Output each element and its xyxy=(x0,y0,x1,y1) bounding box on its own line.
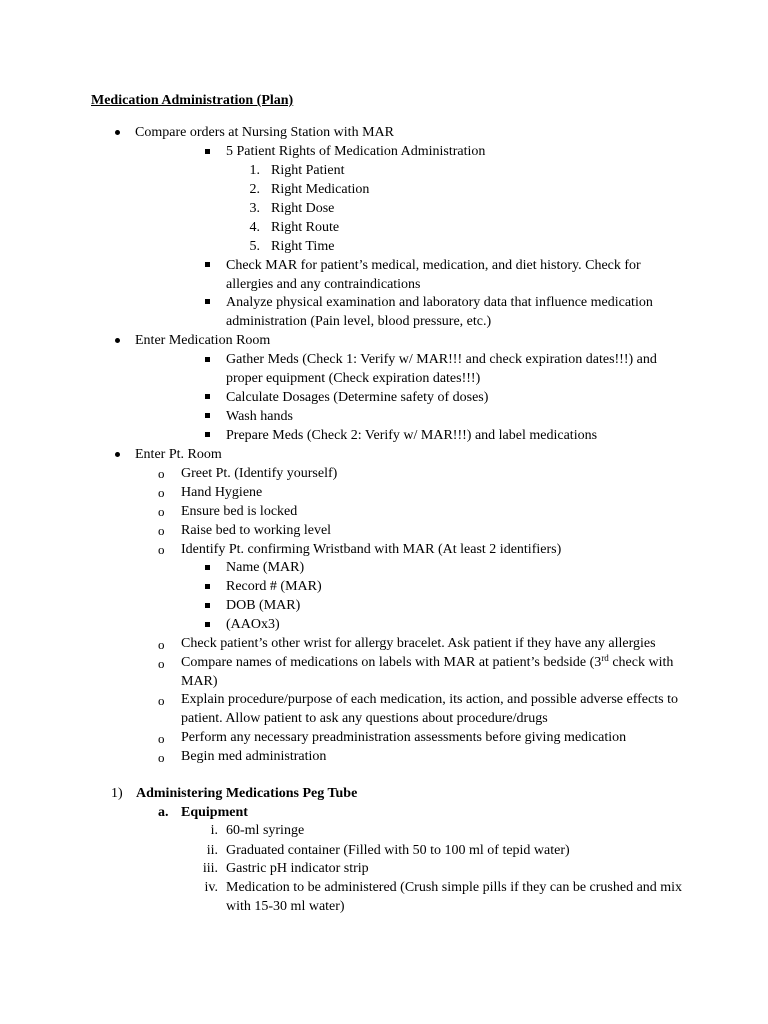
square-bullet-icon xyxy=(205,622,210,627)
list-item: Check MAR for patient’s medical, medication, and diet history. Check for xyxy=(226,258,641,273)
square-bullet-icon xyxy=(205,262,210,267)
circle-bullet-icon: o xyxy=(158,466,165,481)
list-item: Perform any necessary preadministration assessments before giving medication xyxy=(181,730,627,745)
list-item: Identify Pt. confirming Wristband with MAR (At least 2 identifiers) xyxy=(181,542,562,557)
ordinal-superscript: rd xyxy=(601,653,609,663)
roman-numeral: iv. xyxy=(204,880,218,895)
list-item: Right Dose xyxy=(271,201,335,216)
list-item: Raise bed to working level xyxy=(181,523,332,538)
circle-bullet-icon: o xyxy=(158,656,165,671)
list-item: Wash hands xyxy=(226,409,293,424)
list-item: Hand Hygiene xyxy=(181,485,263,500)
list-item-continuation: patient. Allow patient to ask any questions about procedure/drugs xyxy=(181,711,548,726)
square-bullet-icon xyxy=(205,413,210,418)
circle-bullet-icon: o xyxy=(158,523,165,538)
list-item: Right Route xyxy=(271,220,340,235)
square-bullet-icon xyxy=(205,432,210,437)
circle-bullet-icon: o xyxy=(158,485,165,500)
document-title: Medication Administration (Plan) xyxy=(91,93,294,108)
list-item-continuation: MAR) xyxy=(181,674,218,689)
list-item: Explain procedure/purpose of each medication, its action, and possible adverse effects to xyxy=(181,692,678,707)
square-bullet-icon xyxy=(205,299,210,304)
section-number: 1) xyxy=(111,786,123,801)
list-item: Greet Pt. (Identify yourself) xyxy=(181,466,338,481)
list-item: Right Medication xyxy=(271,182,370,197)
compare-text-end: check with xyxy=(608,655,674,670)
circle-bullet-icon: o xyxy=(158,504,165,519)
list-item: Check patient’s other wrist for allergy bracelet. Ask patient if they have any allergies xyxy=(181,636,656,651)
list-item: Begin med administration xyxy=(181,749,327,764)
list-item-continuation: proper equipment (Check expiration dates!!!) xyxy=(226,371,481,386)
square-bullet-icon xyxy=(205,565,210,570)
subsection-letter: a. xyxy=(158,805,169,820)
list-item: Gather Meds (Check 1: Verify w/ MAR!!! and check expiration dates!!!) and xyxy=(226,352,657,367)
list-item: Enter Pt. Room xyxy=(135,447,222,462)
list-item: Compare orders at Nursing Station with MAR xyxy=(135,125,394,140)
list-number: 4. xyxy=(249,220,260,235)
list-item: (AAOx3) xyxy=(226,617,280,632)
circle-bullet-icon: o xyxy=(158,542,165,557)
compare-text: Compare names of medications on labels with MAR at patient’s bedside (3 xyxy=(181,655,602,670)
list-number: 5. xyxy=(249,239,260,254)
list-item: Record # (MAR) xyxy=(226,579,322,594)
list-item: Name (MAR) xyxy=(226,560,305,575)
circle-bullet-icon: o xyxy=(158,637,165,652)
list-item: Ensure bed is locked xyxy=(181,504,298,519)
list-item xyxy=(181,654,673,672)
subsection-heading: Equipment xyxy=(181,805,248,820)
list-item: Calculate Dosages (Determine safety of doses) xyxy=(226,390,489,405)
square-bullet-icon xyxy=(205,357,210,362)
bullet-icon xyxy=(115,338,120,343)
list-item: DOB (MAR) xyxy=(226,598,301,613)
list-item: Right Patient xyxy=(271,163,345,178)
circle-bullet-icon: o xyxy=(158,750,165,765)
list-item: Right Time xyxy=(271,239,335,254)
bullet-icon xyxy=(115,130,120,135)
list-item-continuation: administration (Pain level, blood pressure, etc.) xyxy=(226,314,492,329)
square-bullet-icon xyxy=(205,394,210,399)
list-item: Analyze physical examination and laboratory data that influence medication xyxy=(226,295,653,310)
circle-bullet-icon: o xyxy=(158,731,165,746)
list-item-continuation: allergies and any contraindications xyxy=(226,277,421,292)
list-item: 5 Patient Rights of Medication Administration xyxy=(226,144,486,159)
list-item-continuation: with 15-30 ml water) xyxy=(226,899,345,914)
list-number: 2. xyxy=(249,182,260,197)
bullet-icon xyxy=(115,452,120,457)
list-item: Medication to be administered (Crush simple pills if they can be crushed and mix xyxy=(226,880,683,895)
list-item: Graduated container (Filled with 50 to 100 ml of tepid water) xyxy=(226,843,570,858)
list-item: Enter Medication Room xyxy=(135,333,271,348)
list-number: 3. xyxy=(249,201,260,216)
roman-numeral: iii. xyxy=(202,861,218,876)
square-bullet-icon xyxy=(205,603,210,608)
square-bullet-icon xyxy=(205,584,210,589)
list-item: Prepare Meds (Check 2: Verify w/ MAR!!!) and label medications xyxy=(226,428,598,443)
section-heading: Administering Medications Peg Tube xyxy=(136,786,358,801)
roman-numeral: ii. xyxy=(206,843,218,858)
square-bullet-icon xyxy=(205,149,210,154)
list-number: 1. xyxy=(249,163,260,178)
list-item: 60-ml syringe xyxy=(226,823,305,838)
list-item: Gastric pH indicator strip xyxy=(226,861,369,876)
roman-numeral: i. xyxy=(210,823,218,838)
circle-bullet-icon: o xyxy=(158,693,165,708)
